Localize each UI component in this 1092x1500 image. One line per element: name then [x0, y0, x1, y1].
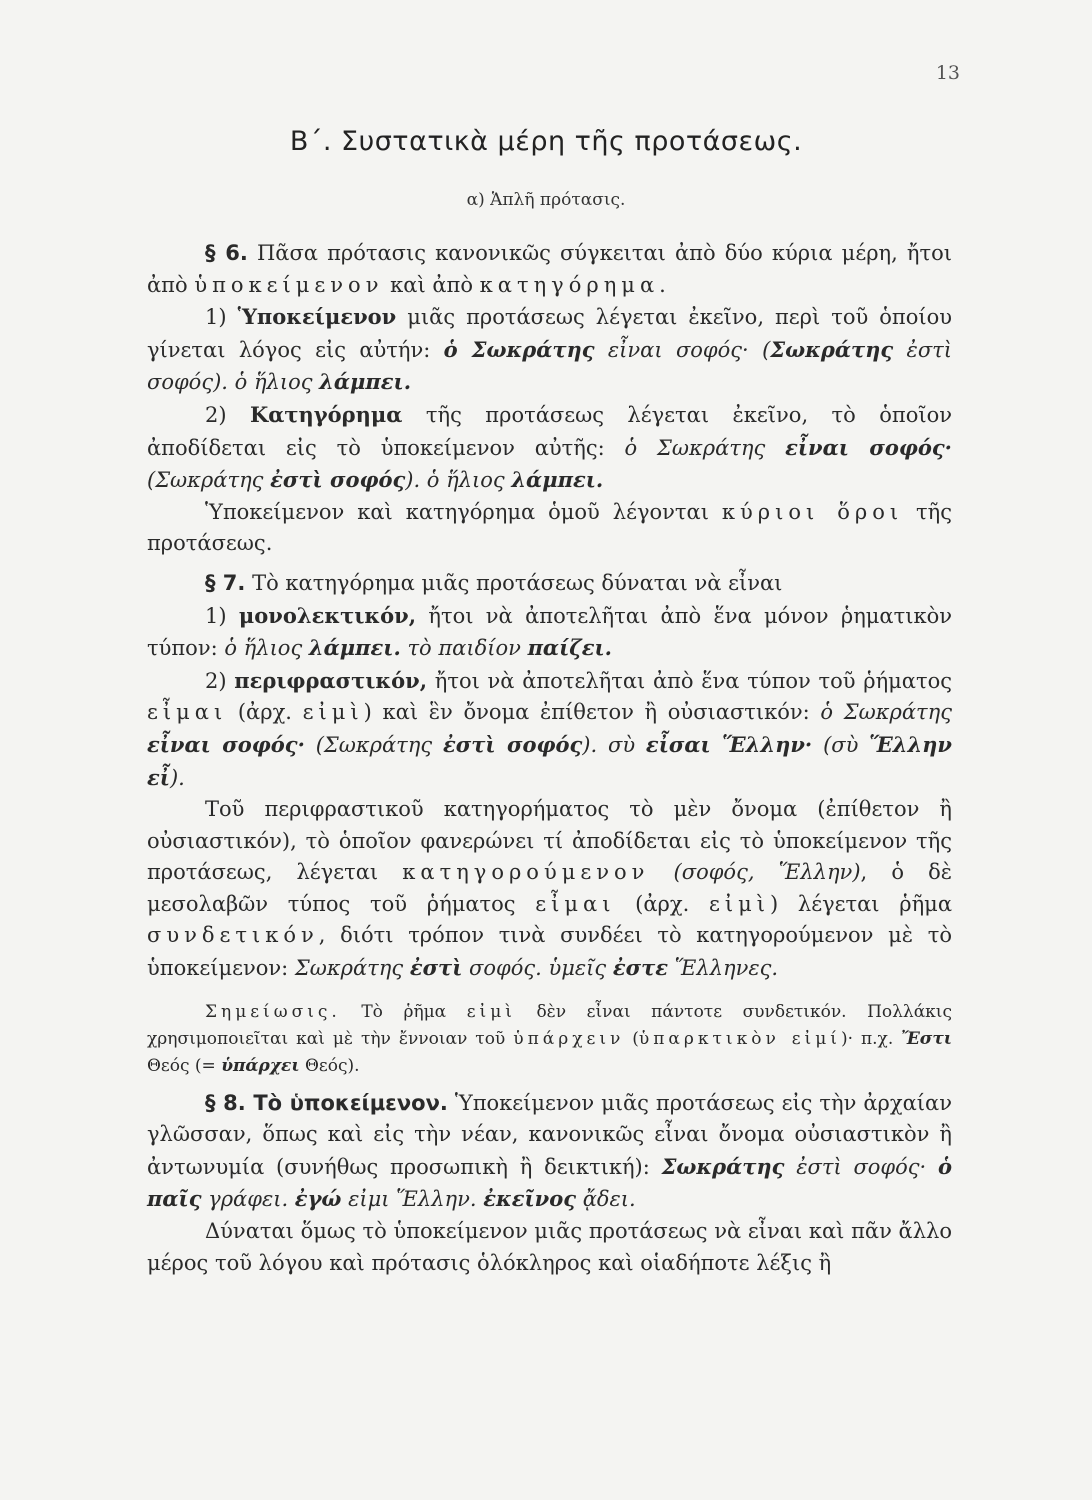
example: λάμπει. — [308, 635, 401, 661]
spaced-term: συνδετικόν — [147, 923, 319, 948]
text: Θεός). — [299, 1055, 360, 1076]
spaced-term: εἰμὶ — [708, 891, 770, 916]
example: ). ὁ ἥλιος — [405, 468, 512, 493]
example: εἶναι σοφός· — [147, 731, 305, 757]
text: )· π.χ. — [840, 1028, 902, 1049]
example: Ἔστι — [901, 1028, 952, 1049]
example: ὁ Σωκράτης — [443, 336, 595, 362]
example: ). — [169, 765, 185, 790]
paragraph-subject-other — [147, 1216, 952, 1279]
note-paragraph — [147, 999, 952, 1080]
example: Ἕλλην εἶ — [147, 731, 953, 790]
text: Πᾶσα πρότασις κανονικῶς σύγκειται ἀπὸ δύο κύρια μέρη, ἤτοι ἀπὸ — [147, 241, 952, 297]
example: ὑπάρχει — [221, 1055, 300, 1076]
example: Σωκράτης — [770, 336, 894, 362]
paragraph-section-7 — [147, 568, 952, 600]
text: Τοῦ περιφραστικοῦ κατηγορήματος τὸ μὲν ὄνομα (ἐπίθετον ἢ οὐσιαστικόν), τὸ ὁποῖον φανερώνει τί ἀποδίδεται εἰς τὸ ὑποκείμενον τῆς προτάσεως, λέγεται — [147, 797, 952, 885]
term: Ὑποκείμενον — [237, 304, 397, 330]
text: , ὁ δὲ μεσολαβῶν τύπος τοῦ ῥήματος — [147, 860, 952, 916]
example: σοφός. ὑμεῖς — [462, 956, 613, 981]
spaced-term: εἶμαι — [535, 891, 616, 916]
example: (Σωκράτης — [304, 732, 443, 757]
example: ἐγώ — [294, 1186, 342, 1212]
example: (σὺ — [812, 732, 870, 757]
paragraph-periphrastic-predicate — [147, 665, 952, 794]
text: Τὸ κατηγόρημα μιᾶς προτάσεως δύναται νὰ εἶναι — [245, 570, 783, 595]
example: ἐστὶ σοφός). ὁ ἥλιος — [147, 337, 952, 395]
spaced-term: ὑπάρχειν — [513, 1028, 625, 1049]
paragraph-section-8 — [147, 1088, 952, 1216]
example: (σοφός, Ἕλλην) — [649, 860, 861, 885]
text: καὶ ἀπὸ — [383, 272, 480, 297]
example: εἶναι σοφός· ( — [594, 337, 771, 362]
example: ὁ Σωκράτης — [820, 700, 952, 725]
text: Τὸ ῥῆμα — [340, 1001, 467, 1022]
example: ἐστὶ σοφός — [442, 731, 583, 757]
example: ᾄδει. — [576, 1187, 636, 1212]
example: ὁ ἥλιος — [224, 636, 309, 661]
item-number: 2) — [205, 668, 235, 693]
example: ἐστὶ — [409, 955, 463, 981]
example: Ἕλληνες. — [667, 956, 779, 981]
text: Δύναται ὅμως τὸ ὑποκείμενον μιᾶς προτάσεως νὰ εἶναι καὶ πᾶν ἄλλο μέρος τοῦ λόγου καὶ πρότασις ὁλόκληρος καὶ οἱαδήποτε λέξις ἢ — [147, 1219, 952, 1275]
text: δὲν εἶναι πάντοτε συνδετικόν. Πολλάκις χρησιμοποιεῖται καὶ μὲ τὴν ἔννοιαν τοῦ — [147, 1001, 952, 1049]
item-number: 1) — [205, 603, 239, 628]
spaced-term: ὑπαρκτικὸν εἰμί — [638, 1028, 841, 1049]
text: . — [659, 272, 666, 297]
example: (Σωκράτης — [147, 468, 271, 493]
example: Σωκράτης — [294, 956, 410, 981]
text: Θεός (= — [147, 1055, 222, 1076]
example: εἶσαι Ἕλλην· — [645, 731, 813, 757]
text: (ἀρχ. — [615, 891, 709, 916]
example: ἐστὶ σοφός· — [784, 1154, 938, 1179]
item-number: 2) — [205, 402, 250, 427]
paragraph-predicate-definition — [147, 399, 952, 497]
spaced-term: εἶμαι — [147, 700, 228, 725]
paragraph-subject-definition — [147, 301, 952, 399]
text: ἤτοι νὰ ἀποτελῆται ἀπὸ ἕνα μόνον ῥηματικὸν τύπον: — [147, 603, 952, 661]
spaced-term: ὑποκείμενον — [194, 272, 384, 297]
spaced-term: κύριοι ὅροι — [721, 499, 904, 524]
example: παίζει. — [527, 635, 612, 661]
term: περιφραστικόν, — [234, 667, 428, 693]
text: ἤτοι νὰ ἀποτελῆται ἀπὸ ἕνα τύπον τοῦ ῥήματος — [427, 668, 952, 693]
text: Ὑποκείμενον καὶ κατηγόρημα ὁμοῦ λέγονται — [205, 499, 722, 524]
body-text — [147, 238, 952, 1279]
paragraph-single-word-predicate — [147, 600, 952, 665]
text: τῆς προτάσεως λέγεται ἐκεῖνο, τὸ ὁποῖον ἀποδίδεται εἰς τὸ ὑποκείμενον αὐτῆς: — [147, 402, 952, 460]
text: μιᾶς προτάσεως λέγεται ἐκεῖνο, περὶ τοῦ ὁποίου γίνεται λόγος εἰς αὐτήν: — [147, 305, 952, 362]
text: ( — [624, 1028, 639, 1049]
term: Κατηγόρημα — [250, 401, 403, 427]
example: ἐκεῖνος — [483, 1186, 577, 1212]
paragraph-section-6 — [147, 238, 952, 301]
spaced-term: εἰμὶ — [302, 700, 364, 725]
text: (ἀρχ. — [227, 700, 303, 725]
term: μονολεκτικόν, — [238, 602, 417, 628]
spaced-term: εἰμὶ — [466, 1001, 516, 1022]
example: εἶναι σοφός· — [785, 434, 952, 460]
chapter-title: Β΄. Συστατικὰ μέρη τῆς προτάσεως. — [289, 126, 803, 157]
text: , διότι τρόπον τινὰ συνδέει τὸ κατηγορούμενον μὲ τὸ ὑποκείμενον: — [147, 923, 952, 981]
section-marker: § 6. — [205, 241, 248, 265]
example: ἐστὶ σοφός — [270, 467, 406, 493]
section-heading: § 8. Τὸ ὑποκείμενον. — [205, 1090, 448, 1115]
text: τῆς προτάσεως. — [147, 499, 952, 556]
example: ). σὺ — [582, 732, 646, 757]
paragraph-copula — [147, 794, 952, 985]
example: ἐστε — [612, 955, 668, 981]
example: εἰμι Ἕλλην. — [341, 1187, 484, 1212]
text: Ὑποκείμενον μιᾶς προτάσεως εἰς τὴν ἀρχαίαν γλῶσσαν, ὅπως καὶ εἰς τὴν νέαν, κανονικῶς εἶναι ὄνομα οὐσιαστικὸν ἢ ἀντωνυμία (συνήθως προσωπικὴ ἢ δεικτική): — [147, 1090, 952, 1179]
section-marker: § 7. — [205, 570, 246, 595]
paragraph-main-terms — [147, 497, 952, 560]
example: ὁ Σωκράτης — [624, 435, 786, 460]
example: λάμπει. — [511, 467, 604, 493]
item-number: 1) — [205, 305, 238, 330]
example: ὁ παῖς — [147, 1153, 952, 1212]
example: γράφει. — [201, 1187, 295, 1212]
example: λάμπει. — [319, 369, 412, 395]
subsection-title: α) Ἁπλῆ πρότασις. — [466, 190, 626, 210]
spaced-term: κατηγορούμενον — [402, 860, 650, 885]
page-number: 13 — [935, 62, 960, 84]
note-label: Σημείωσις. — [205, 1001, 341, 1022]
spaced-term: κατηγόρημα — [479, 272, 660, 297]
text: ) καὶ ἓν ὄνομα ἐπίθετον ἢ οὐσιαστικόν: — [363, 700, 821, 725]
example: τὸ παιδίον — [400, 636, 528, 661]
text: ) λέγεται ῥῆμα — [769, 891, 952, 916]
example: Σωκράτης — [661, 1153, 785, 1179]
